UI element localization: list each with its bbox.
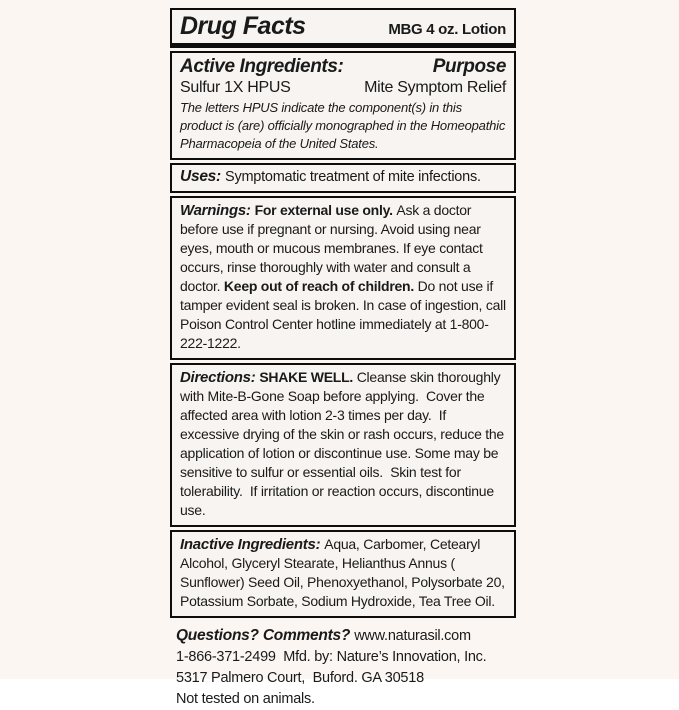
- inactive-ingredients-text: Inactive Ingredients: Aqua, Carbomer, Cetearyl Alcohol, Glyceryl Stearate, Helianthus Annus ( Sunflower) Seed Oil, Phenoxyethanol, Polysorbate 20, Potassium Sorbate, Sodium Hydroxide, Tea Tree Oil.: [180, 536, 509, 609]
- warnings-section: [170, 196, 516, 360]
- inactive-ingredients-section: [170, 530, 516, 618]
- uses-text: Uses: Symptomatic treatment of mite infections.: [180, 168, 481, 185]
- drug-facts-label: [170, 8, 516, 710]
- drug-facts-title: Drug Facts: [180, 12, 306, 40]
- not-tested-line: Not tested on animals.: [176, 691, 315, 707]
- active-ingredient-name: Sulfur 1X HPUS: [180, 79, 291, 96]
- hpus-note: The letters HPUS indicate the component(s) in this product is (are) officially monographed in the Homeopathic Pharmacopeia of the United States.: [180, 100, 506, 151]
- questions-comments-line: Questions? Comments? www.naturasil.com: [176, 627, 471, 644]
- directions-section: [170, 363, 516, 527]
- active-ingredients-section: [170, 51, 516, 160]
- directions-text: Directions: SHAKE WELL. Cleanse skin thoroughly with Mite-B-Gone Soap before applying. Cover the affected area with lotion 2-3 times per day. If excessive drying of the skin or rash occurs, reduce the application of lotion or discontinue use. Some may be sensitive to sulfur or essential oils. Skin test for tolerability. If irritation or reaction occurs, discontinue use.: [180, 369, 508, 518]
- phone-manufacturer-line: 1-866-371-2499 Mfd. by: Nature’s Innovation, Inc.: [176, 649, 487, 665]
- address-line: 5317 Palmero Court, Buford. GA 30518: [176, 670, 424, 686]
- manufacturer-footer: [170, 625, 516, 710]
- drug-facts-header: [170, 8, 516, 48]
- active-ingredient-row: [180, 79, 506, 97]
- product-size-label: MBG 4 oz. Lotion: [388, 21, 506, 38]
- purpose-heading: Purpose: [432, 56, 506, 77]
- warnings-text: Warnings: For external use only. Ask a doctor before use if pregnant or nursing. Avoid using near eyes, mouth or mucous membranes. If eye contact occurs, rinse thoroughly with water and consult a doctor. Keep out of reach of children. Do not use if tamper evident seal is broken. In case of ingestion, call Poison Control Center hotline immediately at 1-800-222-1222.: [180, 202, 510, 351]
- uses-section: [170, 163, 516, 193]
- active-ingredients-heading: Active Ingredients:: [180, 56, 344, 77]
- active-ingredients-heading-row: [180, 56, 506, 78]
- purpose-value: Mite Symptom Relief: [364, 79, 506, 96]
